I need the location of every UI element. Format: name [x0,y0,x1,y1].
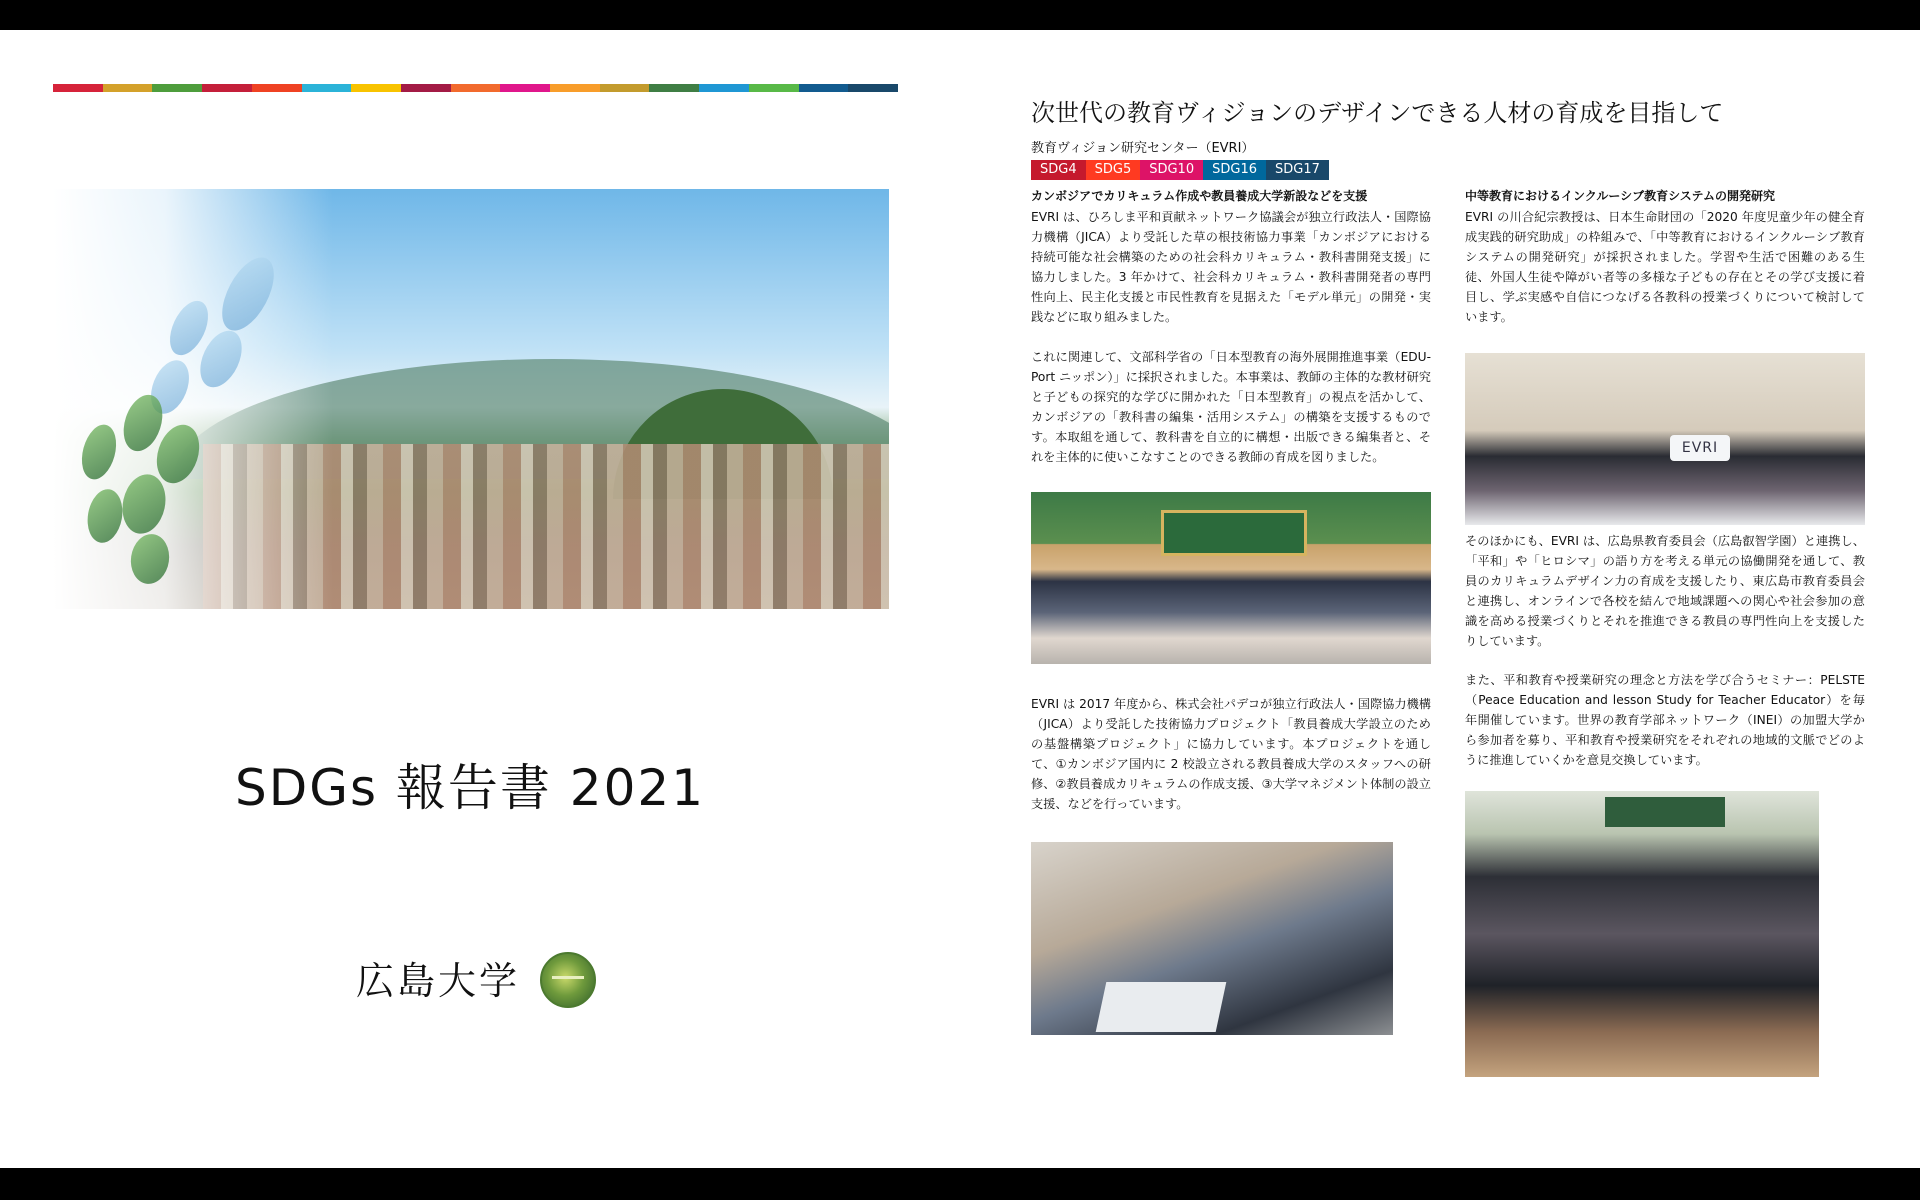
stripe-segment [848,84,898,92]
sdg-tag-list [1031,160,1329,180]
stripe-segment [302,84,352,92]
section-subheading: 中等教育におけるインクルーシブ教育システムの開発研究 [1465,189,1775,203]
laptop-shape [1096,982,1227,1032]
stripe-segment [699,84,749,92]
body-paragraph: これに関連して、文部科学省の「日本型教育の海外展開推進事業（EDU-Port ニッポン）」に採択されました。本事業は、教師の主体的な教材研究と子どもの探究的な学びに開かれた「日本型教育」の視点を活かして、カンボジアの「教科書の編集・活用システム」の構築を支援するものです。本取組を通して、教科書を自立的に構想・出版できる編集者と、それを主体的に使いこなすことのできる教師の育成を図りました。 [1031,350,1431,464]
body-paragraph: EVRI の川合紀宗教授は、日本生命財団の「2020 年度児童少年の健全育成実践的研究助成」の枠組みで、「中等教育におけるインクルーシブ教育システムの開発研究」が採択されました。学習や生活で困難のある生徒、外国人生徒や障がい者等の多様な子どもの存在とその学び支援に着目し、学ぶ実感や自信につなげる各教科の授業づくりについて検討しています。 [1465,210,1865,324]
report-title: SDGs 報告書 2021 [234,759,706,817]
section-subheading: カンボジアでカリキュラム作成や教員養成大学新設などを支援 [1031,189,1368,203]
body-paragraph: また、平和教育や授業研究の理念と方法を学び合うセミナー：PELSTE（Peace Education and lesson Study for Teacher Educator）を毎年開催しています。世界の教育学部ネットワーク（INEI）の加盟大学から参加者を募り、平和教育や授業研究をそれぞれの地域的文脈でどのように推進していくかを意見交換しています。 [1465,673,1865,767]
sdg-tag: SDG5 [1086,160,1141,180]
stripe-segment [749,84,799,92]
university-name: 広島大学 [356,959,521,1003]
stripe-segment [799,84,849,92]
workshop-photo [1031,842,1393,1035]
evri-sign: EVRI [1670,435,1730,461]
cambodia-group-photo [1031,492,1431,664]
document-spread [0,30,1920,1168]
body-paragraph: EVRI は 2017 年度から、株式会社パデコが独立行政法人・国際協力機構（JICA）より受託した技術協力プロジェクト「教員養成大学設立のための基盤構築プロジェクト」に協力しています。本プロジェクトを通して、①カンボジア国内に 2 校設立される教員養成大学のスタッフへの研修、②教員養成カリキュラムの作成支援、③大学マネジメント体制の設立支援、などを行っています。 [1031,697,1431,811]
blackboard-shape [1605,797,1725,827]
body-paragraph: EVRI は、ひろしま平和貢献ネットワーク協議会が独立行政法人・国際協力機構（JICA）より受託した草の根技術協力事業「カンボジアにおける持続可能な社会構築のための社会科カリキュラム・教科書開発支援」に協力しました。3 年かけて、社会科カリキュラム・教科書開発者の専門性向上、民主化支援と市民性教育を見据えた「モデル単元」の開発・実践などに取り組みました。 [1031,210,1431,324]
sdg-tag: SDG4 [1031,160,1086,180]
stripe-segment [53,84,103,92]
campus-aerial-photo [53,189,889,609]
online-meeting-photo [1465,353,1865,525]
sdg-tag: SDG10 [1140,160,1203,180]
stripe-segment [252,84,302,92]
stripe-segment [401,84,451,92]
sdg-color-stripe [53,84,898,92]
stripe-segment [103,84,153,92]
seminar-audience-photo [1465,791,1819,1077]
stripe-segment [351,84,401,92]
stripe-segment [451,84,501,92]
body-paragraph: そのほかにも、EVRI は、広島県教育委員会（広島叡智学園）と連携し、「平和」や「ヒロシマ」の語り方を考える単元の協働開発を通して、教員のカリキュラムデザイン力の育成を支援したり、東広島市教育委員会と連携し、オンラインで各校を結んで地域課題への関心や社会参加の意識を高める授業づくりとそれを推進できる教員の専門性向上を支援したりしています。 [1465,534,1865,648]
sdg-tag: SDG16 [1203,160,1266,180]
stripe-segment [550,84,600,92]
stripe-segment [649,84,699,92]
article-heading: 次世代の教育ヴィジョンのデザインできる人材の育成を目指して [1031,99,1724,127]
stage-banner [1161,510,1307,556]
stripe-segment [500,84,550,92]
stripe-segment [202,84,252,92]
stripe-segment [152,84,202,92]
stripe-segment [600,84,650,92]
organization-name: 教育ヴィジョン研究センター（EVRI） [1031,141,1255,156]
university-seal-icon [540,952,596,1008]
white-fade-overlay [53,189,333,609]
sdg-tag: SDG17 [1266,160,1329,180]
